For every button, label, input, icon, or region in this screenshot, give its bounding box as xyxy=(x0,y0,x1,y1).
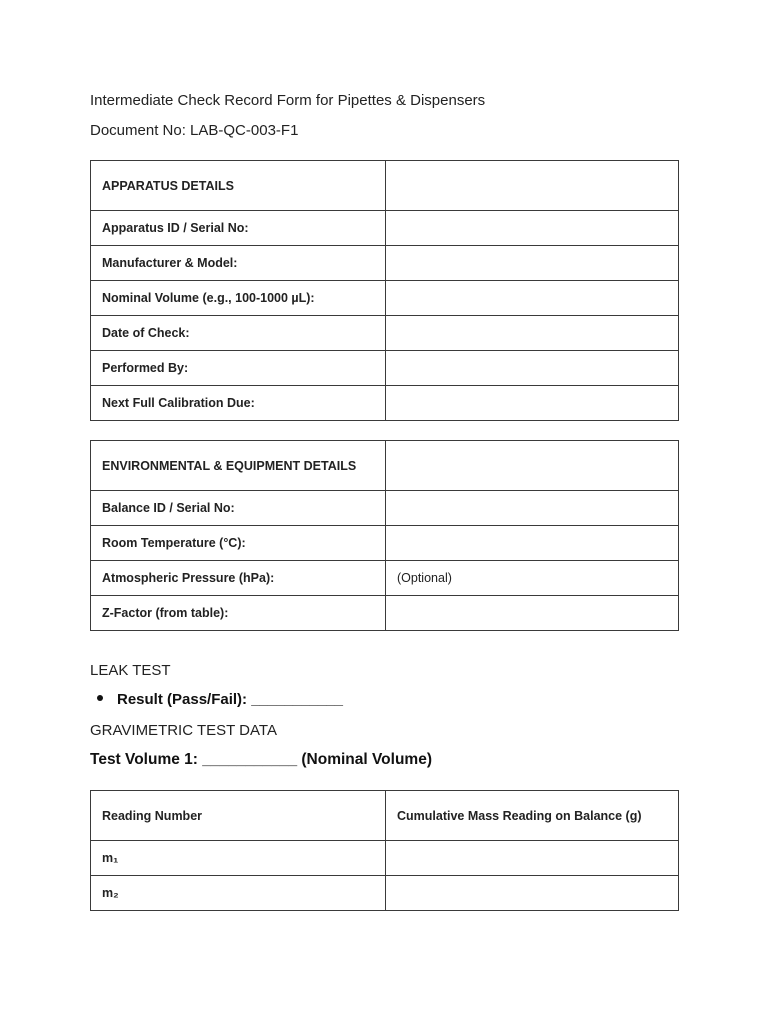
apparatus-details-table xyxy=(90,160,679,421)
table-row xyxy=(91,561,679,596)
date-of-check-field[interactable] xyxy=(386,316,679,351)
leak-test-heading: LEAK TEST xyxy=(90,662,171,679)
apparatus-header-blank xyxy=(386,161,679,211)
field-label: Z-Factor (from table): xyxy=(91,596,386,631)
atmospheric-pressure-field[interactable]: (Optional) xyxy=(386,561,679,596)
document-number: Document No: LAB-QC-003-F1 xyxy=(90,122,299,139)
nominal-volume-field[interactable] xyxy=(386,281,679,316)
next-calibration-field[interactable] xyxy=(386,386,679,421)
column-header-reading: Reading Number xyxy=(91,791,386,841)
table-row xyxy=(91,316,679,351)
leak-test-result-text: Result (Pass/Fail): ___________ xyxy=(117,691,343,708)
table-row xyxy=(91,526,679,561)
table-row xyxy=(91,386,679,421)
table-header-row xyxy=(91,161,679,211)
leak-test-result-item xyxy=(97,691,343,708)
gravimetric-heading: GRAVIMETRIC TEST DATA xyxy=(90,722,277,739)
table-header-row xyxy=(91,441,679,491)
reading-label: m₂ xyxy=(91,876,386,911)
table-header-row xyxy=(91,791,679,841)
reading-label: m₁ xyxy=(91,841,386,876)
environment-header-blank xyxy=(386,441,679,491)
field-label: Next Full Calibration Due: xyxy=(91,386,386,421)
field-label: Apparatus ID / Serial No: xyxy=(91,211,386,246)
field-label: Manufacturer & Model: xyxy=(91,246,386,281)
table-row xyxy=(91,211,679,246)
mass-reading-field[interactable] xyxy=(386,841,679,876)
field-label: Date of Check: xyxy=(91,316,386,351)
table-row xyxy=(91,841,679,876)
apparatus-id-field[interactable] xyxy=(386,211,679,246)
field-label: Atmospheric Pressure (hPa): xyxy=(91,561,386,596)
manufacturer-model-field[interactable] xyxy=(386,246,679,281)
document-title: Intermediate Check Record Form for Pipettes & Dispensers xyxy=(90,92,486,109)
table-row xyxy=(91,246,679,281)
field-label: Room Temperature (°C): xyxy=(91,526,386,561)
environmental-details-table xyxy=(90,440,679,631)
field-label: Performed By: xyxy=(91,351,386,386)
test-volume-heading: Test Volume 1: ___________ (Nominal Volume) xyxy=(90,751,432,768)
room-temperature-field[interactable] xyxy=(386,526,679,561)
table-row xyxy=(91,596,679,631)
table-row xyxy=(91,491,679,526)
z-factor-field[interactable] xyxy=(386,596,679,631)
table-row xyxy=(91,351,679,386)
field-label: Balance ID / Serial No: xyxy=(91,491,386,526)
bullet-icon xyxy=(97,695,103,701)
apparatus-header: APPARATUS DETAILS xyxy=(91,161,386,211)
column-header-mass: Cumulative Mass Reading on Balance (g) xyxy=(386,791,679,841)
mass-reading-field[interactable] xyxy=(386,876,679,911)
field-label: Nominal Volume (e.g., 100-1000 µL): xyxy=(91,281,386,316)
environment-header: ENVIRONMENTAL & EQUIPMENT DETAILS xyxy=(91,441,386,491)
table-row xyxy=(91,281,679,316)
gravimetric-data-table xyxy=(90,790,679,911)
table-row xyxy=(91,876,679,911)
balance-id-field[interactable] xyxy=(386,491,679,526)
performed-by-field[interactable] xyxy=(386,351,679,386)
